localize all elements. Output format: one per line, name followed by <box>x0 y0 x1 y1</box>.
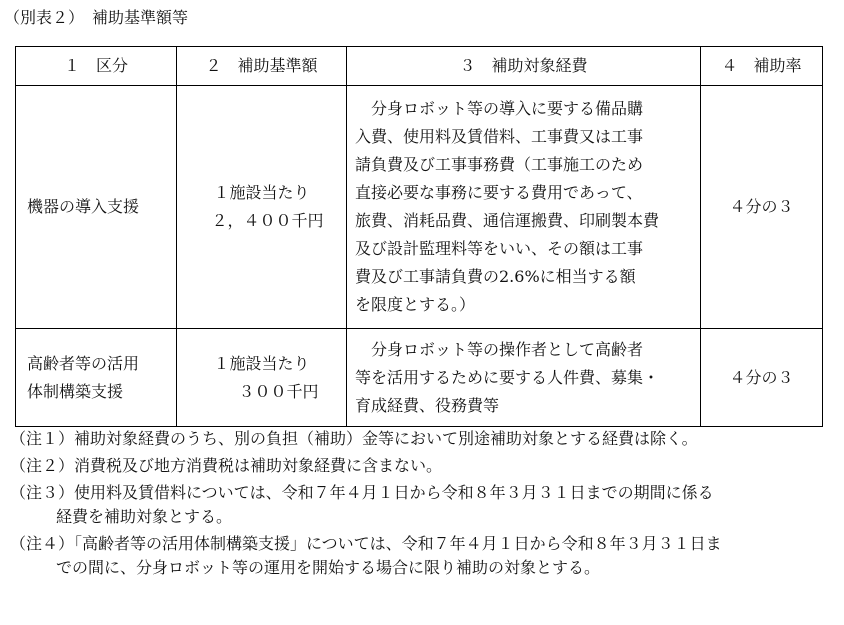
note-continuation: 経費を補助対象とする。 <box>56 507 233 526</box>
expense-text-line: 分身ロボット等の操作者として高齢者 <box>371 339 644 359</box>
note-2 <box>10 454 830 478</box>
expense-text-line: 入費、使用料及賃借料、工事費又は工事 <box>355 127 644 146</box>
category-text: 高齢者等の活用 <box>27 353 140 373</box>
expense-text-line: 旅費、消耗品費、通信運搬費、印刷製本費 <box>355 211 660 230</box>
subsidy-rate-text: ４分の３ <box>729 367 794 387</box>
eligible-expenses-cell <box>347 86 701 329</box>
note-1 <box>10 427 830 451</box>
grant-standard-table <box>15 46 823 427</box>
header-subsidy-rate: ４ 補助率 <box>701 47 823 86</box>
expense-text-line: 育成経費、役務費等 <box>355 395 500 415</box>
subsidy-rate-text: ４分の３ <box>729 197 794 216</box>
note-text: （注３）使用料及賃借料については、令和７年４月１日から令和８年３月３１日までの期間に係る <box>10 483 714 502</box>
note-4 <box>10 532 830 580</box>
standard-amount-unit: １施設当たり <box>213 183 310 202</box>
expense-text-line: を限度とする。） <box>355 295 476 314</box>
expense-text-line: 等を活用するために要する人件費、募集・ <box>355 367 660 387</box>
table-row <box>16 329 823 427</box>
header-eligible-expenses: ３ 補助対象経費 <box>347 47 701 86</box>
note-continuation: での間に、分身ロボット等の運用を開始する場合に限り補助の対象とする。 <box>56 558 601 577</box>
standard-amount-unit: １施設当たり <box>213 353 310 373</box>
notes-section <box>10 427 830 583</box>
standard-amount-cell <box>177 329 347 427</box>
note-3 <box>10 481 830 529</box>
note-text: （注２）消費税及び地方消費税は補助対象経費に含まない。 <box>10 456 443 475</box>
expense-text-line: 直接必要な事務に要する費用であって、 <box>355 183 643 202</box>
subsidy-rate-cell <box>701 329 823 427</box>
expense-text-line: 分身ロボット等の導入に要する備品購 <box>371 99 644 118</box>
standard-amount-value: ２，４００千円 <box>211 211 324 230</box>
header-standard-amount: ２ 補助基準額 <box>177 47 347 86</box>
expense-text-line: 及び設計監理料等をいい、その額は工事 <box>355 239 644 258</box>
category-cell <box>16 86 177 329</box>
note-text: （注４）「高齢者等の活用体制構築支援」については、令和７年４月１日から令和８年３月３１日ま <box>10 534 722 553</box>
category-cell <box>16 329 177 427</box>
expense-text-line: 費及び工事請負費の2.6%に相当する額 <box>355 267 636 286</box>
header-category: １ 区分 <box>16 47 177 86</box>
standard-amount-value: ３００千円 <box>238 381 319 401</box>
page-title: （別表２） 補助基準額等 <box>4 8 189 27</box>
eligible-expenses-cell <box>347 329 701 427</box>
category-text: 体制構築支援 <box>27 381 124 401</box>
standard-amount-cell <box>177 86 347 329</box>
subsidy-rate-cell <box>701 86 823 329</box>
category-text: 機器の導入支援 <box>27 197 140 216</box>
expense-text-line: 請負費及び工事事務費（工事施工のため <box>355 155 644 174</box>
table-row <box>16 86 823 329</box>
note-text: （注１）補助対象経費のうち、別の負担（補助）金等において別途補助対象とする経費は除く。 <box>10 429 698 448</box>
table-header-row <box>16 47 823 86</box>
